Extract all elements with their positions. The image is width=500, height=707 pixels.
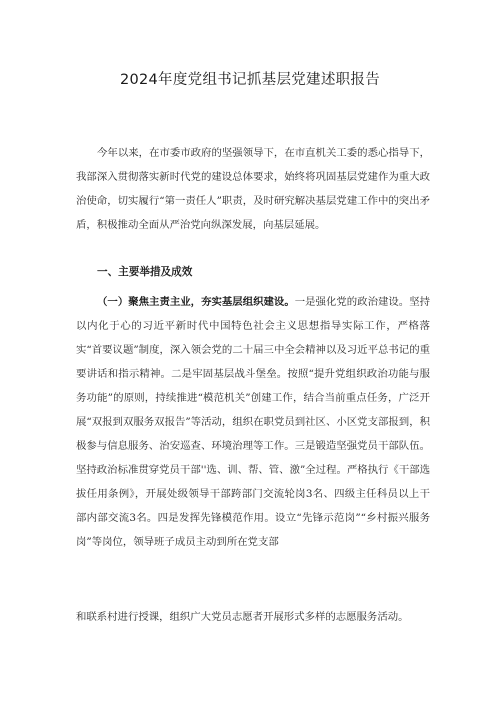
item-body: 一是强化党的政治建设。坚持以内化于心的习近平新时代中国特色社会主义思想指导实际工作，严格落实“首要议题”制度，深入领会党的二十届三中全会精神以及习近平总书记的重要讲话和指示精神。二是牢固基层战斗堡垒。按照“提升党组织政治功能与服务功能”的原则，持续推进“模范机关”创建工作，结合当前重点任务，广泛开展“双报到双服务双报告”等活动，组织在职党员到社区、小区党支部报到，积极参与信息服务、治安巡查、环境治理等工作。三是锻造坚强党员干部队伍。坚持政治标准贯穿党员干部''选、训、帮、管、激”全过程。严格执行《干部选拔任用条例》，开展处级领导干部跨部门交流轮岗3名、四级主任科员以上干部内部交流3名。四是发挥先锋模范作用。设立“先锋示范岗”“乡村振兴服务岗”等岗位，领导班子成员主动到所在党支部 (76, 296, 431, 548)
item-lead: （一）聚焦主责主业，夯实基层组织建设。 (97, 296, 295, 308)
intro-paragraph: 今年以来，在市委市政府的坚强领导下，在市直机关工委的悉心指导下，我部深入贯彻落实新时代党的建设总体要求，始终将巩固基层党建作为重大政治使命，切实履行“第一责任人”职责，及时研究解决基层党建工作中的突出矛盾，积极推动全面从严治党向纵深发展，向基层延展。 (76, 147, 430, 231)
document-title: 2024年度党组书记抓基层党建述职报告 (119, 72, 381, 88)
continued-paragraph: 和联系村进行授课，组织广大党员志愿者开展形式多样的志愿服务活动。 (76, 611, 409, 623)
item-paragraph (76, 290, 430, 554)
section-heading: 一、主要举措及成效 (97, 266, 193, 278)
